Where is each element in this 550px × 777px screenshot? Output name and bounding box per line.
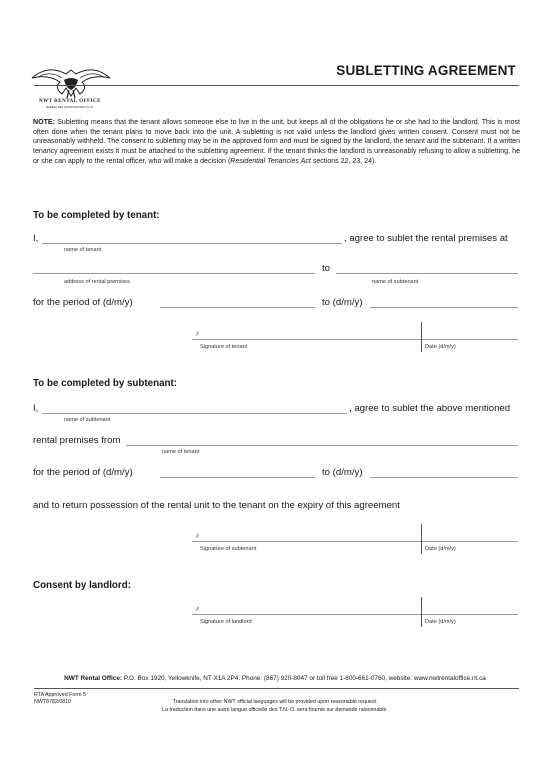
- tenant-sign-mark: ✗: [195, 332, 201, 338]
- note-tail: sections 22, 23, 24).: [310, 157, 377, 165]
- tenant-to-date-field[interactable]: [370, 307, 518, 308]
- translation-french: La traduction dans une autre langue officielle des T.N.-O. sera fournie sur demande raisonnable.: [162, 707, 388, 713]
- landlord-signature-divider: [421, 597, 422, 627]
- subtenant-name-caption: name of subtenant: [64, 417, 111, 423]
- subtenant-to-date-field[interactable]: [370, 477, 518, 478]
- note-text: Subletting means that the tenant allows someone else to live in the unit, but keeps all of the obligations he or she had to the landlord. This is most often done when the tenant plans to move back into the unit. A subletting is not valid unless the landlord gives written consent. Consent must not be unreasonably withheld. The consent to subletting may be in the approved form and must be signed by the landlord, the tenant and the subtenant. If a written tenancy agreement exists it must be attached to the subletting agreement. If the tenant thinks the landlord is unreasonably refusing to allow a subletting, he or she can apply to the rental officer, who will make a decision (: [33, 119, 520, 165]
- landlord-sign-mark: ✗: [195, 607, 201, 613]
- tenant-name-field[interactable]: [42, 243, 342, 244]
- tenant-date-caption: Date (d/m/y): [425, 344, 456, 350]
- tenant-signature-caption: Signature of tenant: [200, 344, 248, 350]
- subtenant-period-label: for the period of (d/m/y): [33, 467, 133, 478]
- page-title: SUBLETTING AGREEMENT: [336, 63, 516, 78]
- office-label: NWT Rental Office:: [64, 675, 123, 682]
- logo-text: NWT RENTAL OFFICE: [39, 99, 101, 104]
- tenant-to-date-label: to (d/m/y): [322, 297, 363, 308]
- rental-premises-from-label: rental premises from: [33, 435, 121, 446]
- tenant-name-caption: name of tenant: [64, 247, 102, 253]
- tenant-heading: To be completed by tenant:: [33, 210, 160, 221]
- tenant-period-label: for the period of (d/m/y): [33, 297, 133, 308]
- subtenant-name-field[interactable]: [336, 273, 518, 274]
- landlord-signature-caption: Signature of landlord: [200, 619, 252, 625]
- landlord-signature-field[interactable]: [192, 614, 518, 615]
- note-paragraph: [33, 118, 520, 167]
- landlord-date-caption: Date (d/m/y): [425, 619, 456, 625]
- note-label: NOTE:: [33, 119, 55, 126]
- subtenant-from-date-field[interactable]: [160, 477, 315, 478]
- subtenant-i-label: I,: [33, 403, 39, 414]
- note-act: Residential Tenancies Act: [230, 157, 311, 165]
- tenant-i-label: I,: [33, 233, 39, 244]
- subtenant-name-field-2[interactable]: [42, 413, 347, 414]
- nwt-rental-office-logo: [28, 58, 114, 118]
- form-code: NWT8782/0810: [34, 699, 72, 705]
- landlord-heading: Consent by landlord:: [33, 580, 131, 591]
- tenant-signature-field[interactable]: [192, 339, 518, 340]
- address-caption: address of rental premises: [64, 279, 130, 285]
- rental-address-field[interactable]: [33, 273, 315, 274]
- subtenant-signature-caption: Signature of subtenant: [200, 546, 257, 552]
- tenant-signature-divider: [421, 322, 422, 352]
- tenant-agree-text: , agree to sublet the rental premises at: [344, 233, 508, 244]
- footer-divider: [34, 688, 519, 689]
- header-divider: [34, 85, 519, 86]
- return-possession-text: and to return possession of the rental unit to the tenant on the expiry of this agreement: [33, 500, 400, 511]
- logo-subtext: BUREAU DES LOCATIONS DES T.N.-O.: [46, 106, 94, 109]
- subtenant-signature-divider: [421, 524, 422, 554]
- office-address: P.O. Box 1920, Yellowknife, NT X1A 2P4. Phone: (867) 920-8047 or toll free 1-800-661-0760, website: www.nwtrentaloffice.nt.ca: [122, 675, 486, 682]
- tenant-from-date-field[interactable]: [160, 307, 315, 308]
- form-id: RTA Approved Form 5: [34, 692, 86, 698]
- tenant-to-label: to: [322, 263, 331, 274]
- subtenant-signature-field[interactable]: [192, 541, 518, 542]
- tenant-name-caption-2: name of tenant: [162, 449, 200, 455]
- subtenant-caption: name of subtenant: [372, 279, 419, 285]
- office-contact: [0, 675, 550, 682]
- subtenant-to-date-label: to (d/m/y): [322, 467, 363, 478]
- subtenant-sign-mark: ✗: [195, 534, 201, 540]
- tenant-name-field-2[interactable]: [126, 445, 518, 446]
- translation-english: Translation into other NWT official languages will be provided upon reasonable request.: [172, 699, 378, 705]
- subtenant-heading: To be completed by subtenant:: [33, 378, 178, 389]
- subtenant-agree-text: , agree to sublet the above mentioned: [349, 403, 511, 414]
- subtenant-date-caption: Date (d/m/y): [425, 546, 456, 552]
